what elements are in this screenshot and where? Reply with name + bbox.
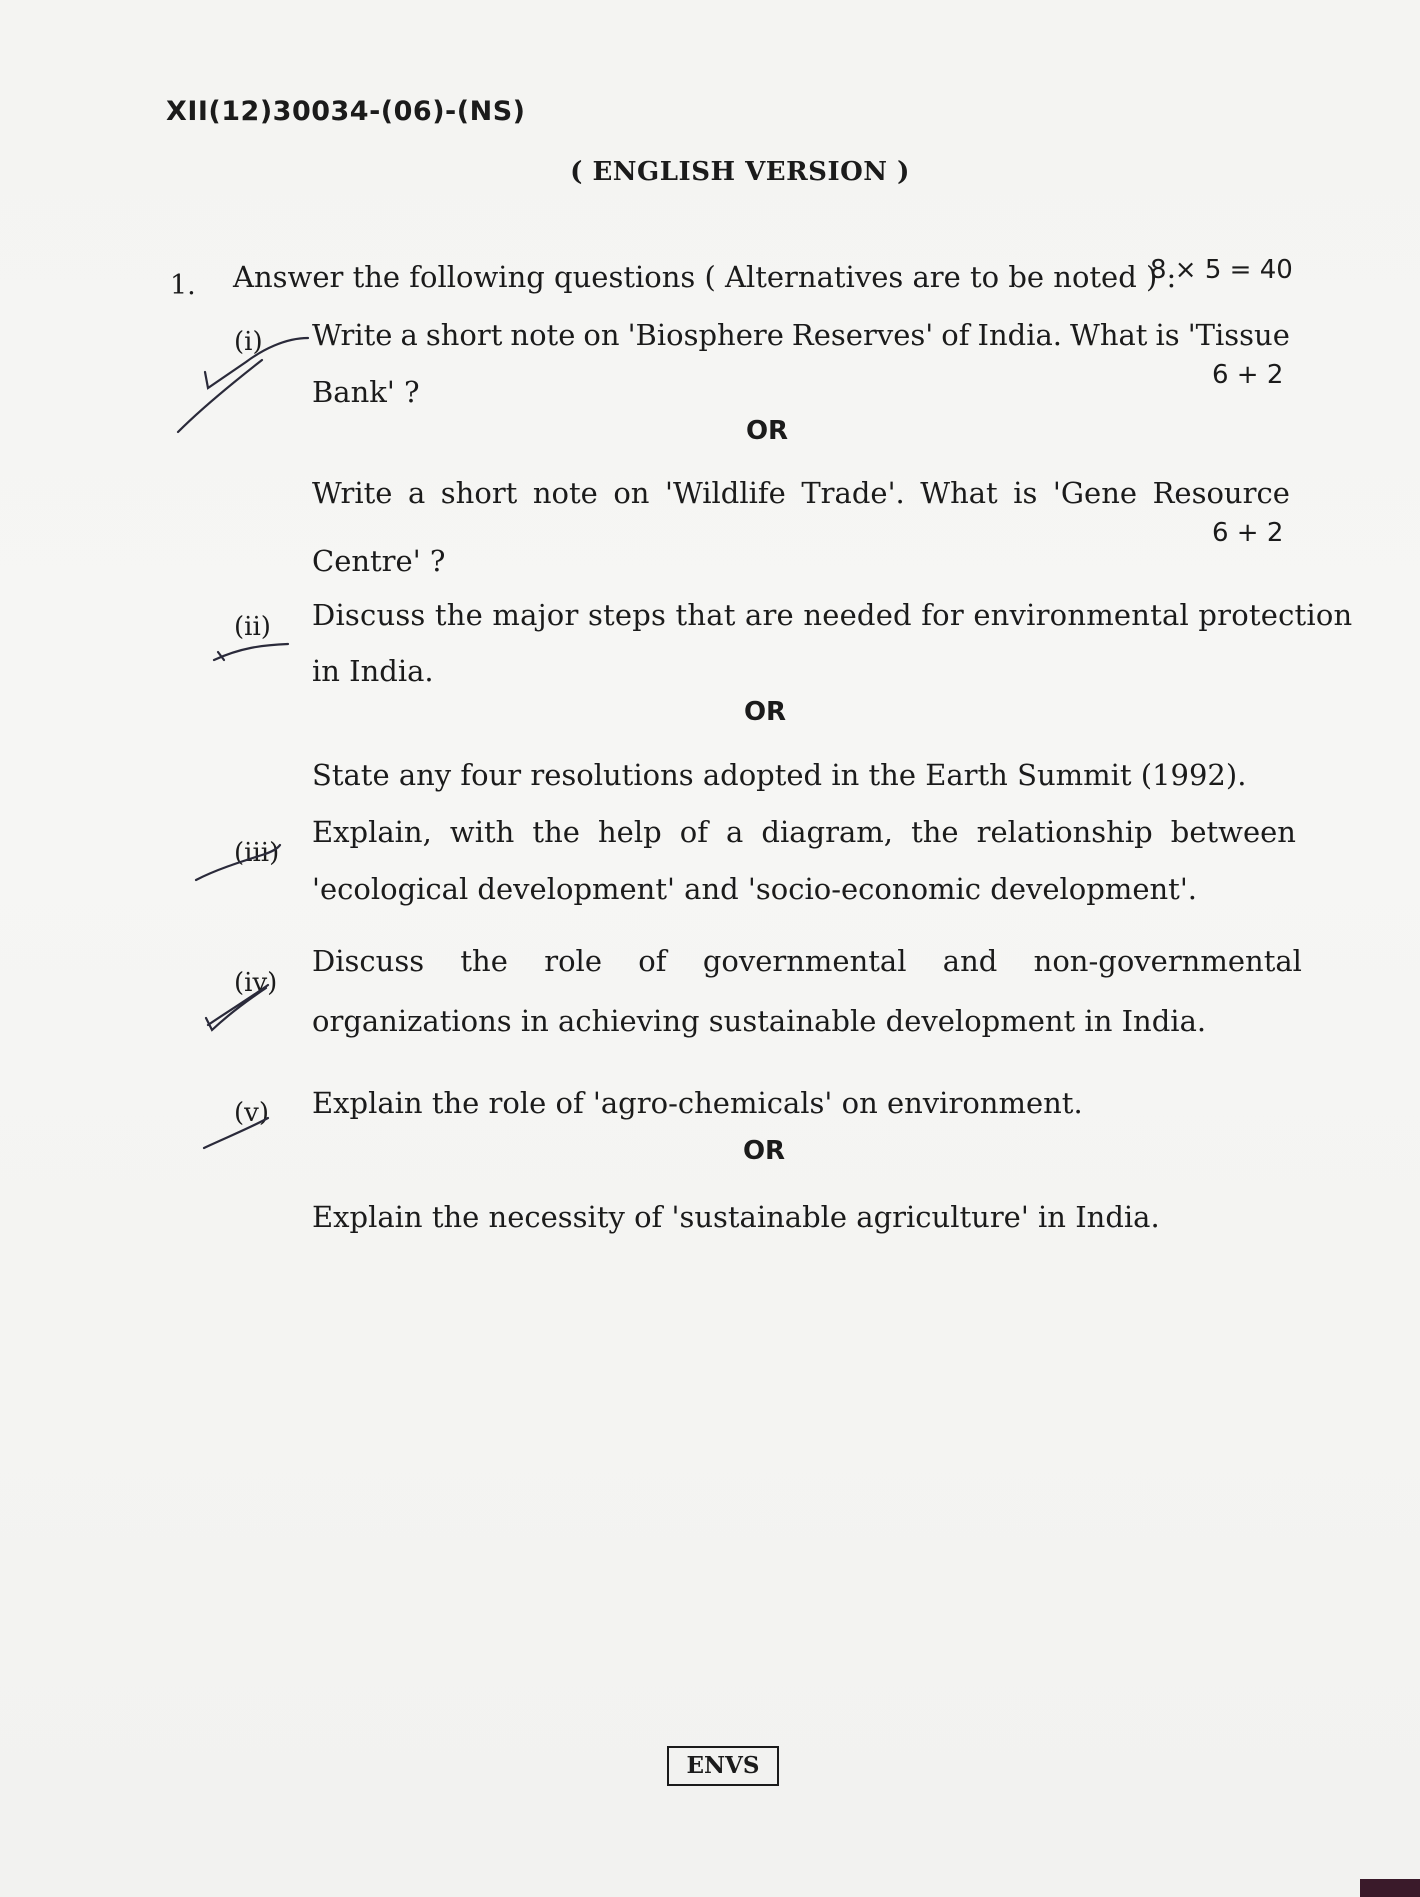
item-ii-line1: Discuss the major steps that are needed for environmental protection	[312, 598, 1353, 632]
word: on	[613, 476, 650, 510]
word: the	[460, 944, 508, 978]
word: a	[400, 318, 418, 352]
subject-box: ENVS	[667, 1746, 779, 1786]
word: What	[1070, 318, 1148, 352]
word: a	[407, 476, 426, 510]
word: non-governmental	[1033, 944, 1302, 978]
item-v-alt-line1: Explain the necessity of 'sustainable agriculture' in India.	[312, 1200, 1160, 1234]
version-heading: ( ENGLISH VERSION )	[570, 157, 910, 187]
word: a	[726, 815, 744, 849]
word: Explain,	[312, 815, 432, 849]
item-iii-line2: 'ecological development' and 'socio-economic development'.	[312, 872, 1198, 906]
question-instruction: Answer the following questions ( Alternatives are to be noted ) :	[233, 260, 1177, 294]
corner-edge	[1360, 1879, 1420, 1897]
word: of	[638, 944, 667, 978]
check-mark-iii	[196, 845, 280, 880]
word: Write	[312, 476, 393, 510]
item-label-ii: (ii)	[234, 612, 271, 642]
item-iv-line2: organizations in achieving sustainable development in India.	[312, 1004, 1207, 1038]
word: role	[544, 944, 602, 978]
item-i-marks: 6 + 2	[1212, 360, 1284, 390]
word: 'Tissue	[1187, 318, 1290, 352]
word: governmental	[702, 944, 907, 978]
item-i-alt-line2: Centre' ?	[312, 544, 446, 578]
item-label-v: (v)	[234, 1098, 269, 1128]
item-v-line1: Explain the role of 'agro-chemicals' on environment.	[312, 1086, 1083, 1120]
word: 'Wildlife	[664, 476, 786, 510]
word: 'Biosphere	[627, 318, 784, 352]
word: short	[425, 318, 503, 352]
item-label-i: (i)	[234, 327, 263, 357]
word: What	[920, 476, 998, 510]
paper-code: XII(12)30034-(06)-(NS)	[166, 96, 526, 127]
word: with	[449, 815, 515, 849]
word: of	[679, 815, 708, 849]
word: is	[1155, 318, 1180, 352]
item-i-alt-marks: 6 + 2	[1212, 518, 1284, 548]
word: India.	[977, 318, 1062, 352]
word: is	[1013, 476, 1038, 510]
total-marks: 8 × 5 = 40	[1150, 255, 1293, 285]
word: short	[440, 476, 518, 510]
word: Trade'.	[801, 476, 905, 510]
word: help	[598, 815, 662, 849]
word: note	[532, 476, 598, 510]
word: between	[1170, 815, 1296, 849]
check-mark-iv	[206, 988, 266, 1030]
pen-stroke-i	[178, 360, 262, 432]
word: 'Gene	[1052, 476, 1138, 510]
item-i-line2: Bank' ?	[312, 375, 420, 409]
item-ii-line2: in India.	[312, 654, 434, 688]
item-ii-alt-line1: State any four resolutions adopted in the Earth Summit (1992).	[312, 758, 1247, 792]
word: of	[941, 318, 970, 352]
or-divider: OR	[742, 1136, 786, 1166]
question-number: 1.	[170, 270, 196, 301]
word: Resource	[1152, 476, 1290, 510]
word: note	[510, 318, 576, 352]
or-divider: OR	[745, 416, 789, 446]
word: the	[911, 815, 959, 849]
or-divider: OR	[743, 697, 787, 727]
item-label-iv: (iv)	[234, 968, 278, 998]
word: relationship	[976, 815, 1153, 849]
word: the	[532, 815, 580, 849]
word: Discuss	[312, 944, 425, 978]
word: Write	[312, 318, 393, 352]
word: diagram,	[761, 815, 893, 849]
pen-stroke-iv	[208, 985, 268, 1025]
word: and	[942, 944, 998, 978]
item-label-iii: (iii)	[234, 838, 280, 868]
word: Reserves'	[791, 318, 934, 352]
underline-ii	[214, 644, 288, 660]
word: on	[583, 318, 620, 352]
check-mark-v	[204, 1118, 268, 1148]
